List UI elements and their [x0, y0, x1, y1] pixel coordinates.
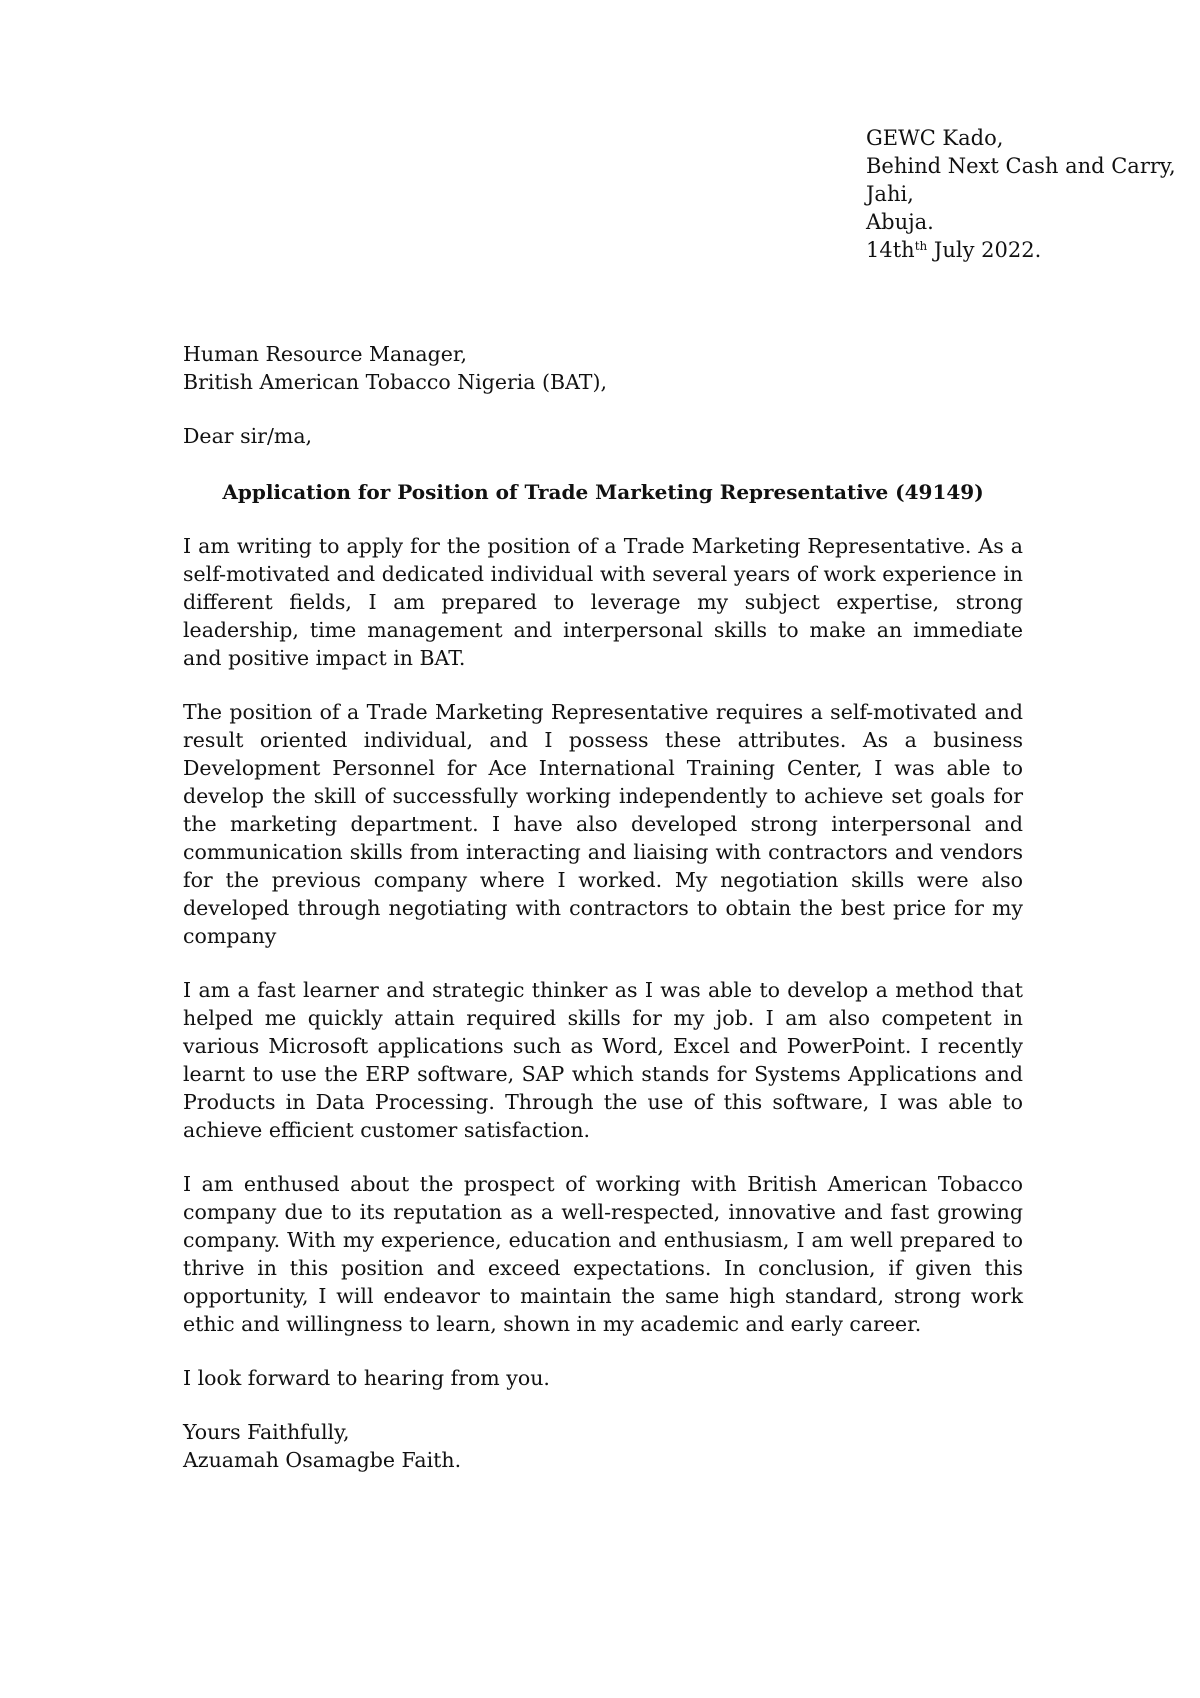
recipient-line: Human Resource Manager, [183, 342, 467, 366]
recipient-line: British American Tobacco Nigeria (BAT), [183, 370, 607, 394]
sender-address-line: Jahi, [866, 182, 914, 206]
date-month-year: July 2022. [927, 238, 1042, 262]
body-paragraph: The position of a Trade Marketing Representative requires a self-motivated and result oriented individual, and I possess these attributes. As a business Development Personnel for Ace International Training Center, I was able to develop the skill of successfully working independently to achieve set goals for the marketing department. I have also developed strong interpersonal and communication skills from interacting and liaising with contractors and vendors for the previous company where I worked. My negotiation skills were also developed through negotiating with contractors to obtain the best price for my company [183, 700, 1023, 948]
closing-line: I look forward to hearing from you. [183, 1366, 550, 1390]
sender-address-line: Abuja. [866, 210, 934, 234]
sender-address-line: Behind Next Cash and Carry, [866, 154, 1176, 178]
date-ordinal-suffix: th [914, 239, 928, 253]
recipient-address [183, 340, 1023, 396]
body-paragraph: I am a fast learner and strategic thinker as I was able to develop a method that helped me quickly attain required skills for my job. I am also competent in various Microsoft applications such as Word, Excel and PowerPoint. I recently learnt to use the ERP software, SAP which stands for Systems Applications and Products in Data Processing. Through the use of this software, I was able to achieve efficient customer satisfaction. [183, 978, 1023, 1142]
signer-name: Azuamah Osamagbe Faith. [183, 1448, 462, 1472]
valediction: Yours Faithfully, [183, 1420, 350, 1444]
sender-address-line: GEWC Kado, [866, 126, 1004, 150]
date-day: 14th [866, 238, 915, 262]
subject-heading: Application for Position of Trade Marketing Representative (49149) [222, 480, 984, 504]
signoff [183, 1418, 1023, 1474]
letter-body [183, 340, 1023, 1474]
letter-date [866, 236, 1176, 264]
sender-address [866, 124, 1176, 264]
body-paragraph: I am writing to apply for the position of a Trade Marketing Representative. As a self-motivated and dedicated individual with several years of work experience in different fields, I am prepared to leverage my subject expertise, strong leadership, time management and interpersonal skills to make an immediate and positive impact in BAT. [183, 534, 1023, 670]
salutation: Dear sir/ma, [183, 424, 313, 448]
body-paragraph: I am enthused about the prospect of working with British American Tobacco company due to its reputation as a well-respected, innovative and fast growing company. With my experience, education and enthusiasm, I am well prepared to thrive in this position and exceed expectations. In conclusion, if given this opportunity, I will endeavor to maintain the same high standard, strong work ethic and willingness to learn, shown in my academic and early career. [183, 1172, 1023, 1336]
